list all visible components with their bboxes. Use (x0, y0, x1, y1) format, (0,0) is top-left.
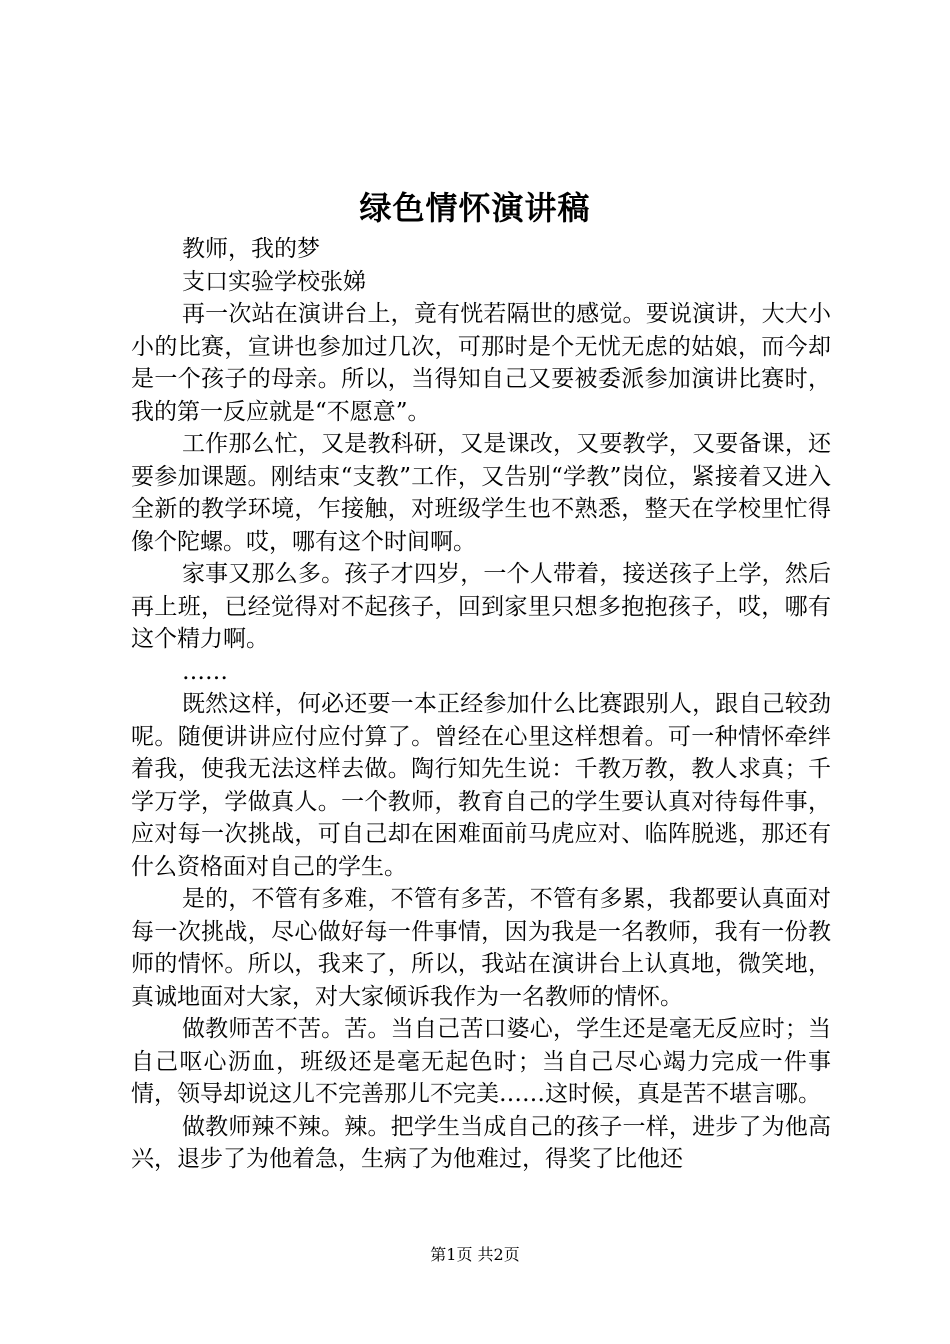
paragraph-ellipsis: …… (182, 658, 228, 685)
paragraph: 是的，不管有多难，不管有多苦，不管有多累，我都要认真面对每一次挑战，尽心做好每一件事情，因为我是一名教师，我有一份教师的情怀。所以，我来了，所以，我站在演讲台上认真地，微笑地，真诚地面对大家，对大家倾诉我作为一名教师的情怀。 (131, 886, 831, 1010)
paragraph-author: 支口实验学校张娣 (182, 268, 366, 295)
paragraph-subtitle: 教师，我的梦 (182, 236, 320, 262)
paragraph: 做教师苦不苦。苦。当自己苦口婆心，学生还是毫无反应时；当自己呕心沥血，班级还是毫无起色时；当自己尽心竭力完成一件事情，领导却说这儿不完善那儿不完美……这时候，真是苦不堪言哪。 (131, 1016, 831, 1107)
page-footer: 第1页 共2页 (430, 1245, 520, 1264)
paragraph: 既然这样，何必还要一本正经参加什么比赛跟别人，跟自己较劲呢。随便讲讲应付应付算了。曾经在心里这样想着。可一种情怀牵绊着我，使我无法这样去做。陶行知先生说：千教万教，教人求真；千学万学，学做真人。一个教师，教育自己的学生要认真对待每件事，应对每一次挑战，可自己却在困难面前马虎应对、临阵脱逃，那还有什么资格面对自己的学生。 (131, 691, 831, 880)
document-body (131, 233, 831, 1176)
paragraph: 家事又那么多。孩子才四岁，一个人带着，接送孩子上学，然后再上班，已经觉得对不起孩子，回到家里只想多抱抱孩子，哎，哪有这个精力啊。 (131, 561, 831, 652)
paragraph: 再一次站在演讲台上，竟有恍若隔世的感觉。要说演讲，大大小小的比赛，宣讲也参加过几次，可那时是个无忧无虑的姑娘，而今却是一个孩子的母亲。所以，当得知自己又要被委派参加演讲比赛时，我的第一反应就是“不愿意”。 (131, 301, 831, 425)
paragraph: 工作那么忙，又是教科研，又是课改，又要教学，又要备课，还要参加课题。刚结束“支教”工作，又告别“学教”岗位，紧接着又进入全新的教学环境，乍接触，对班级学生也不熟悉，整天在学校里忙得像个陀螺。哎，哪有这个时间啊。 (131, 431, 831, 555)
page-title: 绿色情怀演讲稿 (359, 189, 591, 227)
paragraph: 做教师辣不辣。辣。把学生当成自己的孩子一样，进步了为他高兴，退步了为他着急，生病了为他难过，得奖了比他还 (131, 1113, 831, 1172)
